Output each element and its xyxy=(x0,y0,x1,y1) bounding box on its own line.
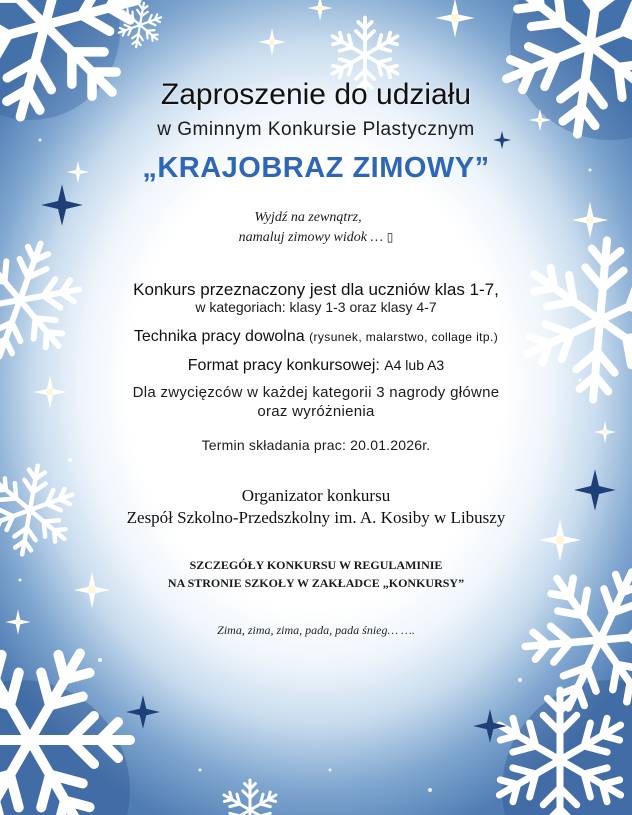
closing-verse: Zima, zima, zima, pada, pada śnieg… …. xyxy=(217,623,415,637)
rules-note-line-1: SZCZEGÓŁY KONKURSU W REGULAMINIE xyxy=(189,558,443,572)
work-format xyxy=(0,357,632,375)
intro-line-2-text: namaluj zimowy widok … xyxy=(238,230,383,245)
target-audience: Konkurs przeznaczony jest dla uczniów klas 1-7, xyxy=(133,280,499,299)
format-value: A4 lub A3 xyxy=(384,357,445,373)
brush-icon: ▯ xyxy=(382,230,394,244)
format-label: Format pracy konkursowej: xyxy=(187,357,380,374)
intro-line-2 xyxy=(0,230,632,246)
technique xyxy=(0,328,632,346)
submission-deadline: Termin składania prac: 20.01.2026r. xyxy=(201,437,431,453)
prizes-line-2: oraz wyróżnienia xyxy=(257,403,375,420)
technique-label: Technika pracy dowolna xyxy=(133,328,305,345)
prizes-line-1: Dla zwycięzców w każdej kategorii 3 nagrody główne xyxy=(132,384,500,401)
invitation-title: Zaproszenie do udziału xyxy=(160,78,472,111)
intro-line-1: Wyjdź na zewnątrz, xyxy=(254,210,362,225)
rules-note-line-2: NA STRONIE SZKOŁY W ZAKŁADCE „KONKURSY” xyxy=(167,576,465,590)
contest-name: „KRAJOBRAZ ZIMOWY” xyxy=(142,152,490,184)
organizer-label: Organizator konkursu xyxy=(241,486,391,505)
categories: w kategoriach: klasy 1-3 oraz klasy 4-7 xyxy=(195,299,437,315)
technique-detail: (rysunek, malarstwo, collage itp.) xyxy=(309,330,499,344)
invitation-subtitle: w Gminnym Konkursie Plastycznym xyxy=(157,119,475,140)
organizer-name: Zespół Szkolno-Przedszkolny im. A. Kosiby w Libuszy xyxy=(126,508,506,527)
